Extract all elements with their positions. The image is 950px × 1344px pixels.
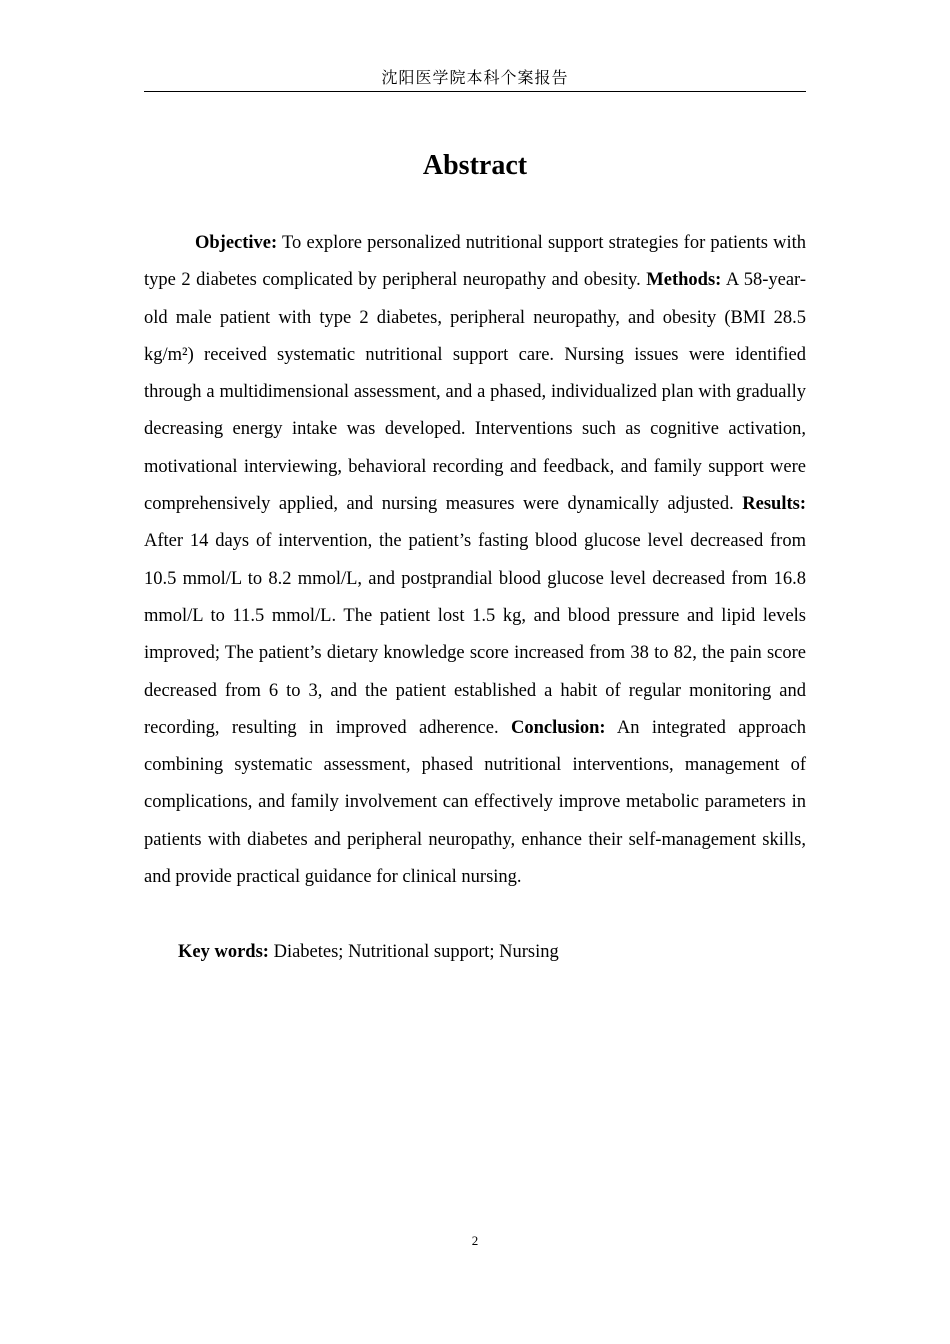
running-header: 沈阳医学院本科个案报告 — [144, 68, 806, 92]
objective-label: Objective: — [195, 233, 278, 253]
page-number: 2 — [471, 1233, 479, 1248]
conclusion-label: Conclusion: — [510, 717, 606, 738]
keywords-line — [144, 937, 806, 967]
results-text: After 14 days of intervention, the patient’s fasting blood glucose level decreased from 10.5 mmol/L to 8.2 mmol/L, and postprandial blood glucose level decreased from 16.8 mmol/L to 11.5 mmol/L. The patient lost 1.5 kg, and blood pressure and lipid levels improved; The patient’s dietary knowledge score increased from 38 to 82, the pain score decreased from 6 to 3, and the patient established a habit of regular monitoring and recording, resulting in improved adherence. — [144, 531, 806, 738]
methods-text: A 58-year-old male patient with type 2 diabetes, peripheral neuropathy, and obesity (BMI 28.5 kg/m²) received systematic nutritional support care. Nursing issues were identified through a multidimensional assessment, and a phased, individualized plan with gradually decreasing energy intake was developed. Interventions such as cognitive activation, motivational interviewing, behavioral recording and feedback, and family support were comprehensively applied, and nursing measures were dynamically adjusted. — [144, 270, 806, 515]
abstract-paragraph — [144, 225, 806, 896]
objective-text: To explore personalized nutritional support strategies for patients with type 2 diabetes complicated by peripheral neuropathy and obesity. — [144, 233, 806, 291]
results-label: Results: — [742, 494, 806, 515]
abstract-heading: Abstract — [422, 150, 528, 181]
conclusion-text: An integrated approach combining systematic assessment, phased nutritional interventions, management of complications, and family involvement can effectively improve metabolic parameters in patients with diabetes and peripheral neuropathy, enhance their self-management skills, and provide practical guidance for clinical nursing. — [144, 717, 806, 888]
methods-label: Methods: — [646, 270, 722, 291]
keywords-label: Key words: — [178, 942, 269, 962]
keywords-text: Diabetes; Nutritional support; Nursing — [268, 942, 559, 962]
